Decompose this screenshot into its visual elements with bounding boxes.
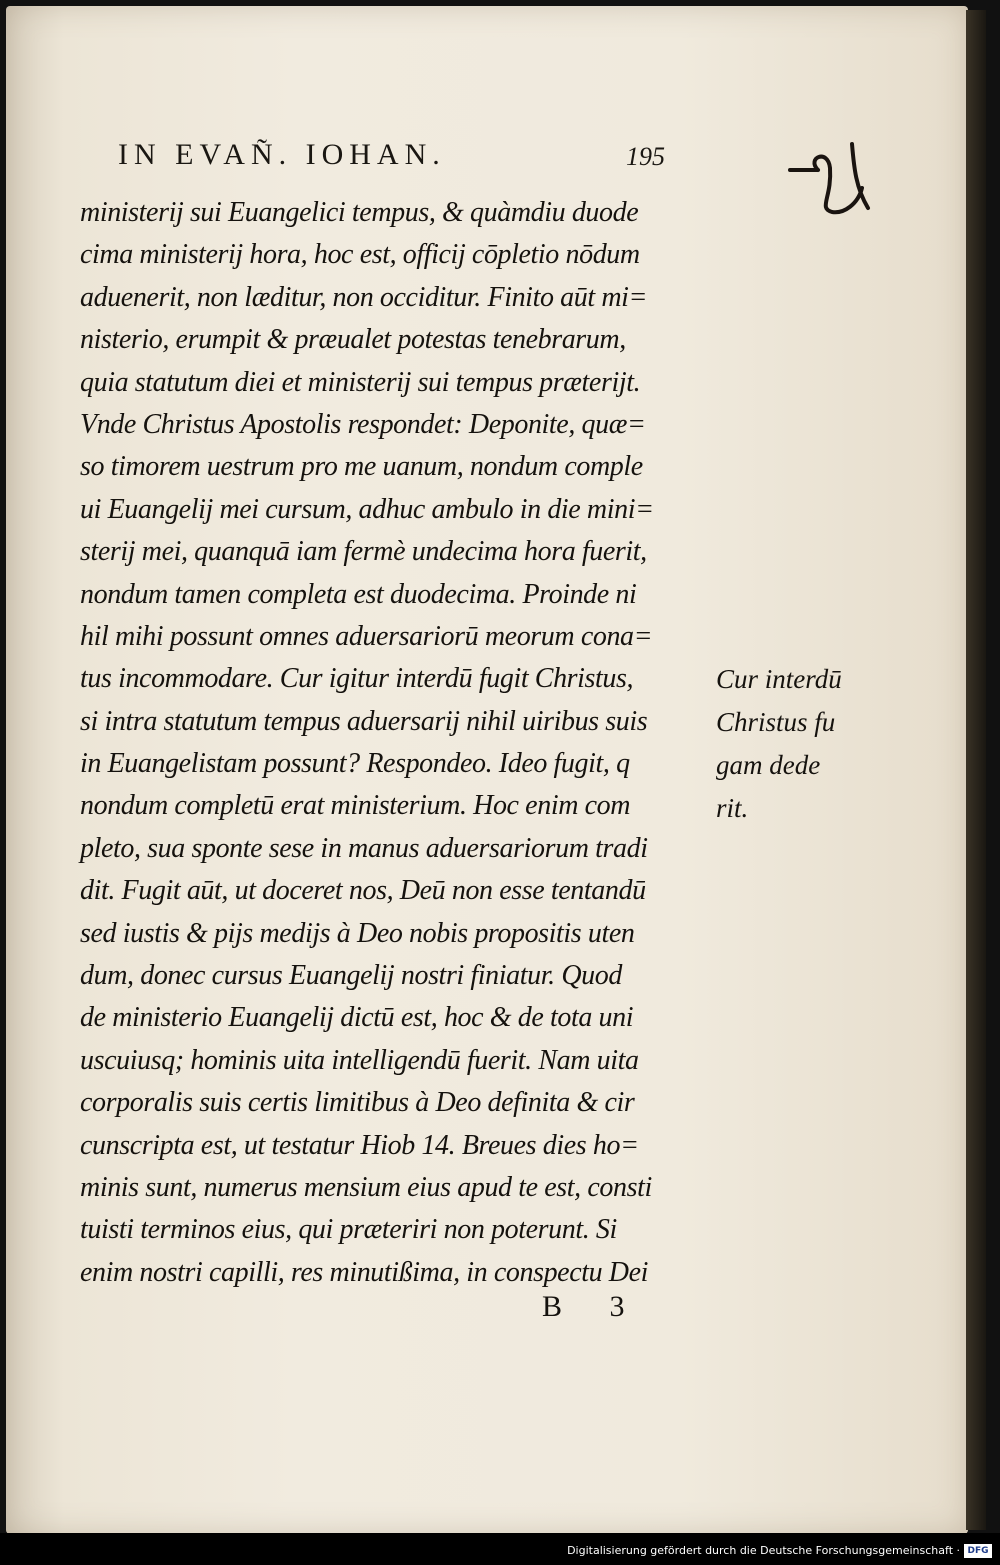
- handwritten-mark-icon: [788, 138, 878, 218]
- text-line: nondum tamen completa est duodecima. Proinde ni: [80, 578, 637, 610]
- page-number: 195: [626, 142, 665, 171]
- text-line: dit. Fugit aūt, ut doceret nos, Deū non esse tentandū: [80, 875, 646, 907]
- text-line: ui Euangelij mei cursum, adhuc ambulo in die mini=: [80, 493, 654, 525]
- text-line: aduenerit, non læditur, non occiditur. Finito aūt mi=: [80, 281, 648, 313]
- text-line: tus incommodare. Cur igitur interdū fugit Christus,: [80, 663, 634, 695]
- digitization-credit: Digitalisierung gefördert durch die Deutsche Forschungsgemeinschaft ·: [567, 1544, 960, 1557]
- text-line: Vnde Christus Apostolis respondet: Deponite, quæ=: [80, 408, 646, 440]
- text-line: sed iustis & pijs medijs à Deo nobis propositis uten: [80, 917, 635, 949]
- text-line: de ministerio Euangelij dictū est, hoc & de tota uni: [80, 1002, 634, 1034]
- marginal-note: [716, 658, 876, 830]
- text-line: uscuiusq; hominis uita intelligendū fuerit. Nam uita: [80, 1044, 639, 1076]
- text-line: nondum completū erat ministerium. Hoc enim com: [80, 790, 631, 822]
- page-header: [118, 138, 678, 178]
- text-line: nisterio, erumpit & præualet potestas tenebrarum,: [80, 324, 626, 356]
- text-line: dum, donec cursus Euangelij nostri finiatur. Quod: [80, 960, 622, 992]
- text-line: enim nostri capilli, res minutißima, in conspectu Dei: [80, 1256, 649, 1288]
- text-line: quia statutum diei et ministerij sui tempus præterijt.: [80, 366, 641, 398]
- main-text-block: [80, 192, 710, 1294]
- signature-mark: B 3: [542, 1290, 645, 1323]
- text-line: ministerij sui Euangelici tempus, & quàmdiu duode: [80, 197, 639, 228]
- dfg-logo: DFG: [964, 1544, 992, 1558]
- text-line: tuisti terminos eius, qui præteriri non poterunt. Si: [80, 1214, 617, 1246]
- text-line: in Euangelistam possunt? Respondeo. Ideo fugit, q: [80, 748, 630, 780]
- marginal-note-line: Christus fu: [716, 707, 836, 737]
- text-line: minis sunt, numerus mensium eius apud te est, consti: [80, 1171, 652, 1203]
- text-line: pleto, sua sponte sese in manus aduersariorum tradi: [80, 832, 648, 864]
- running-title: IN EVAÑ. IOHAN.: [118, 138, 446, 171]
- text-line: cunscripta est, ut testatur Hiob 14. Breues dies ho=: [80, 1129, 639, 1161]
- text-line: corporalis suis certis limitibus à Deo definita & cir: [80, 1087, 635, 1119]
- text-line: so timorem uestrum pro me uanum, nondum comple: [80, 451, 643, 483]
- marginal-note-line: gam dede: [716, 750, 821, 780]
- text-line: cima ministerij hora, hoc est, officij cōpletio nōdum: [80, 239, 640, 271]
- text-line: si intra statutum tempus aduersarij nihil uiribus suis: [80, 705, 648, 737]
- text-line: sterij mei, quanquā iam fermè undecima hora fuerit,: [80, 536, 647, 568]
- book-edge: [966, 10, 986, 1530]
- marginal-note-line: rit.: [716, 793, 749, 823]
- text-line: hil mihi possunt omnes aduersariorū meorum cona=: [80, 620, 653, 652]
- marginal-note-line: Cur interdū: [716, 664, 842, 694]
